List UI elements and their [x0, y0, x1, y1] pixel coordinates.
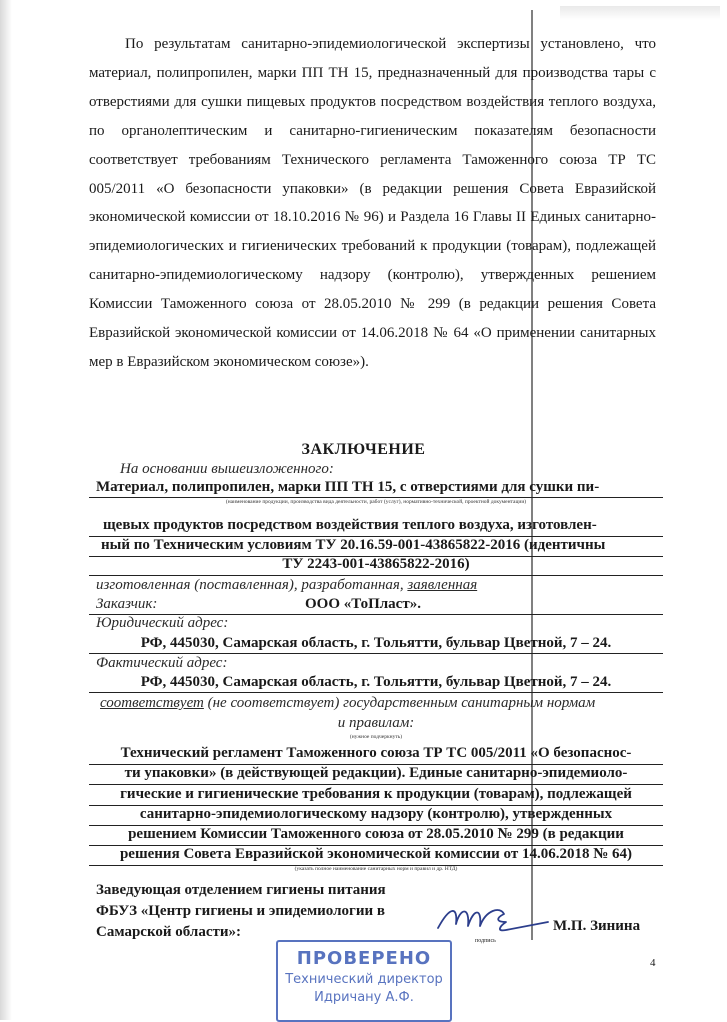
basis-text: На основании вышеизложенного: [120, 461, 334, 477]
product-line-1: Материал, полипропилен, марки ПП ТН 15, с отверстиями для сушки пи- [96, 479, 600, 495]
signer-name: М.П. Зинина [553, 918, 641, 934]
made-status [96, 577, 477, 594]
product-line-3: ный по Техническим условиям ТУ 20.16.59-001-43865822-2016 (идентичны [101, 537, 606, 553]
expertise-paragraph [89, 30, 656, 377]
regulation-underline-2 [89, 784, 663, 785]
actual-address-underline [89, 692, 663, 693]
expertise-text: По результатам санитарно-эпидемиологической экспертизы установлено, что материал, полипропилен, марки ПП ТН 15, предназначенный для производства тары с отверстиями для сушки пищевых продуктов посредством воздействия теплого воздуха, по органолептическим и санитарно-гигиеническим показателям безопасности соответствует требованиям Технического регламента Таможенного союза ТР ТС 005/2011 «О безопасности упаковки» (в редакции решения Совета Евразийской экономической комиссии от 18.10.2016 № 96) и Раздела 16 Главы II Единых санитарно-эпидемиологических и гигиенических требований к продукции (товарам), подлежащей санитарно-эпидемиологическому надзору (контролю), утвержденных решением Комиссии Таможенного союза от 28.05.2010 № 299 (в редакции решения Совета Евразийской экономической комиссии от 14.06.2018 № 64 «О применении санитарных мер в Евразийском экономическом союзе»). [89, 36, 656, 370]
regulation-line-4: санитарно-эпидемиологическому надзору (контролю), утвержденных [139, 806, 613, 822]
compliance-line [100, 695, 595, 712]
compliance-line-2: и правилам: [337, 715, 415, 731]
stamp-title: ПРОВЕРЕНО [296, 948, 432, 969]
stamp-position: Технический директор [285, 972, 443, 987]
customer-value: ООО «ТоПласт». [305, 596, 421, 612]
previous-page-ghost [560, 6, 720, 20]
signatory-position: Заведующая отделением гигиены питания [96, 882, 386, 898]
regulation-line-6: решения Совета Евразийской экономической комиссии от 14.06.2018 № 64) [119, 846, 633, 862]
signatory-region: Самарской области»: [96, 924, 241, 940]
page-number: 4 [650, 957, 656, 969]
page-scan-edge [0, 0, 12, 1020]
product-underline-4 [89, 575, 663, 576]
regulation-line-3: гические и гигиенические требования к продукции (товарам), подлежащей [120, 786, 632, 802]
signatory-organization: ФБУЗ «Центр гигиены и эпидемиологии в [96, 903, 385, 919]
customer-label: Заказчик: [96, 596, 158, 612]
regulation-line-1: Технический регламент Таможенного союза ТР ТС 005/2011 «О безопаснос- [120, 745, 632, 761]
actual-address-label: Фактический адрес: [96, 655, 228, 671]
compliance-rest: (не соответствует) государственным санитарным нормам [203, 695, 596, 711]
product-line-2: щевых продуктов посредством воздействия теплого воздуха, изготовлен- [103, 517, 597, 533]
signatory-block [96, 880, 396, 943]
made-status-options: изготовленная (поставленная), разработанная, [96, 577, 408, 593]
legal-address-label: Юридический адрес: [96, 615, 229, 631]
product-line-4: ТУ 2243-001-43865822-2016) [282, 556, 470, 572]
legal-address-underline [89, 653, 663, 654]
signature-label: подпись [475, 938, 496, 944]
made-status-declared: заявленная [407, 577, 478, 593]
legal-address-value: РФ, 445030, Самарская область, г. Тольятти, бульвар Цветной, 7 – 24. [140, 635, 612, 651]
stamp-name: Идричану А.Ф. [314, 990, 414, 1005]
regulation-line-2: ти упаковки» (в действующей редакции). Единые санитарно-эпидемиоло- [124, 765, 628, 781]
product-hint: (наименование продукции, производства вида деятельности, работ (услуг), нормативно-технической, проектной документации) [225, 499, 527, 505]
product-underline-1 [89, 497, 663, 498]
regulation-line-5: решением Комиссии Таможенного союза от 28.05.2010 № 299 (в редакции [128, 826, 624, 842]
conclusion-title: ЗАКЛЮЧЕНИЕ [301, 441, 426, 458]
actual-address-value: РФ, 445030, Самарская область, г. Тольятти, бульвар Цветной, 7 – 24. [140, 674, 612, 690]
compliance-selected: соответствует [100, 695, 204, 711]
regulation-hint: (указать полное наименование санитарных норм и правил и др. НТД) [294, 866, 458, 872]
underline-hint: (нужное подчеркнуть) [349, 734, 403, 740]
verified-stamp [276, 940, 452, 1022]
handwritten-signature [430, 900, 560, 940]
